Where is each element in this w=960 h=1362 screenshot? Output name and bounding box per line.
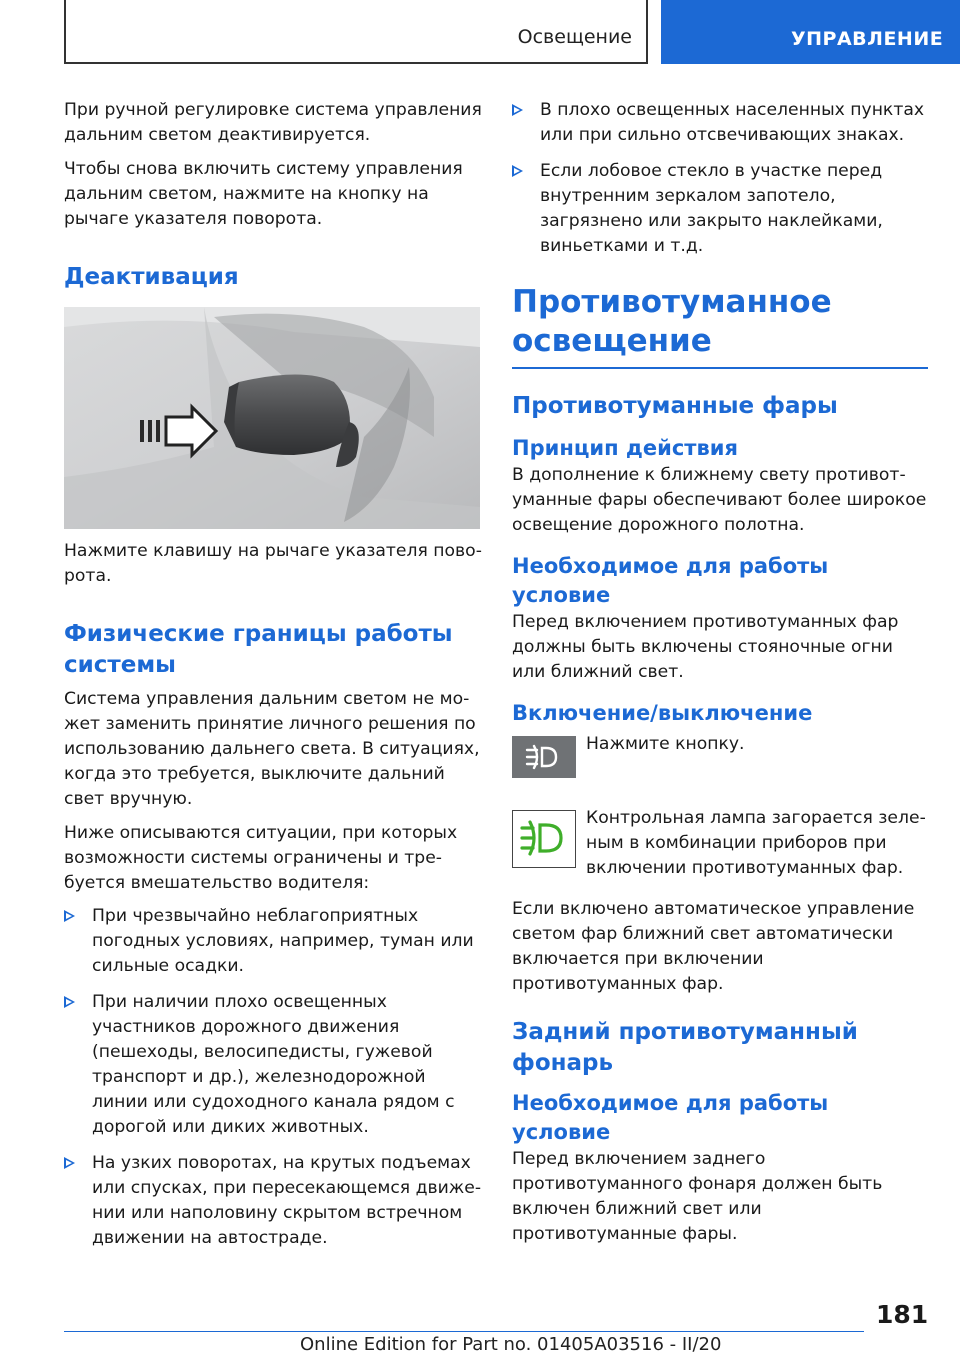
paragraph-principle: В дополнение к ближнему свету противотуманные фары обеспечивают более широкое освещение дорожного полотна. — [512, 465, 927, 535]
header-chapter-tab — [661, 0, 960, 64]
left-column — [64, 98, 482, 1262]
heading-rear-fog: Задний противотуманный фонарь — [512, 1019, 858, 1076]
bullet-triangle-icon — [512, 104, 523, 116]
footer-edition: Online Edition for Part no. 01405A03516 - II/20 — [300, 1334, 722, 1355]
bullet-triangle-icon — [64, 996, 75, 1008]
heading-on-off: Включение/выключение — [512, 701, 813, 725]
fog-light-button-icon — [512, 736, 576, 778]
limits-bullet-list-continued — [512, 98, 928, 259]
list-item: При чрезвычайно неблагоприятных погодных условиях, например, туман или сильные осадки. — [64, 904, 482, 979]
limits-bullet-list — [64, 904, 482, 1251]
paragraph-manual-control: При ручной регулировке система управления дальним светом деактивируется. — [64, 100, 482, 145]
photo-caption: Нажмите клавишу на рычаге указателя поворота. — [64, 541, 482, 586]
heading-fog-lights: Противотуманные фары — [512, 393, 838, 419]
bullet-triangle-icon — [64, 1157, 75, 1169]
heading-condition-rear: Необходимое для работы условие — [512, 1091, 829, 1144]
paragraph-reactivate: Чтобы снова включить систему управления дальним светом, нажмите на кнопку на рычаге указателя поворота. — [64, 159, 463, 229]
header-section-box — [64, 0, 648, 64]
paragraph-press-button: Нажмите кнопку. — [586, 734, 745, 754]
right-column — [512, 98, 928, 1247]
bullet-triangle-icon — [64, 910, 75, 922]
fog-indicator-row — [512, 806, 928, 881]
paragraph-auto-headlight: Если включено автоматическое управление светом фар ближний свет автоматически включается при включении противотуманных фар. — [512, 899, 915, 994]
turn-signal-lever-photo — [64, 307, 480, 529]
page-number: 181 — [876, 1300, 929, 1329]
paragraph-condition-rear: Перед включением заднего противотуманного фонаря должен быть включен ближний свет или противотуманные фары. — [512, 1149, 883, 1244]
list-item: В плохо освещенных населенных пунктах или при сильно отсвечивающих знаках. — [512, 98, 928, 148]
header-chapter-label: УПРАВЛЕНИЕ — [791, 28, 944, 50]
paragraph-indicator-lamp: Контрольная лампа загорается зеленым в комбинации приборов при включении противотуманных фар. — [586, 808, 926, 878]
list-item: При наличии плохо освещенных участников дорожного движения (пешеходы, велосипедисты, гужевой транспорт и др.), железнодорожной линии или судоходного канала рядом с дорогой или диких животных. — [64, 990, 482, 1140]
bullet-triangle-icon — [512, 165, 523, 177]
fog-button-row — [512, 732, 928, 796]
heading-system-limits: Физические границы работы системы — [64, 621, 453, 678]
heading-fog-lighting: Противотуманное освещение — [512, 283, 928, 369]
list-item: Если лобовое стекло в участке перед внутренним зеркалом запотело, загрязнено или закрыто наклейками, виньетками и т.д. — [512, 159, 928, 259]
list-item: На узких поворотах, на крутых подъемах или спусках, при пересекающемся движении или наполовину скрытом встречном движении на автостраде. — [64, 1151, 482, 1251]
paragraph-condition-fog: Перед включением противотуманных фар должны быть включены стояночные огни или ближний свет. — [512, 612, 899, 682]
header-section-label: Освещение — [517, 26, 632, 48]
heading-condition-fog: Необходимое для работы условие — [512, 554, 829, 607]
heading-deactivation: Деактивация — [64, 264, 239, 290]
footer-divider — [64, 1331, 864, 1332]
fog-light-indicator-icon — [512, 810, 576, 868]
heading-principle: Принцип действия — [512, 436, 738, 460]
paragraph-limits-list-intro: Ниже описываются ситуации, при которых возможности системы ограничены и требуется вмешательство водителя: — [64, 823, 458, 893]
paragraph-limits-intro: Система управления дальним светом не может заменить принятие личного решения по использованию дальнего света. В ситуациях, когда это требуется, выключите дальний свет вручную. — [64, 689, 480, 809]
